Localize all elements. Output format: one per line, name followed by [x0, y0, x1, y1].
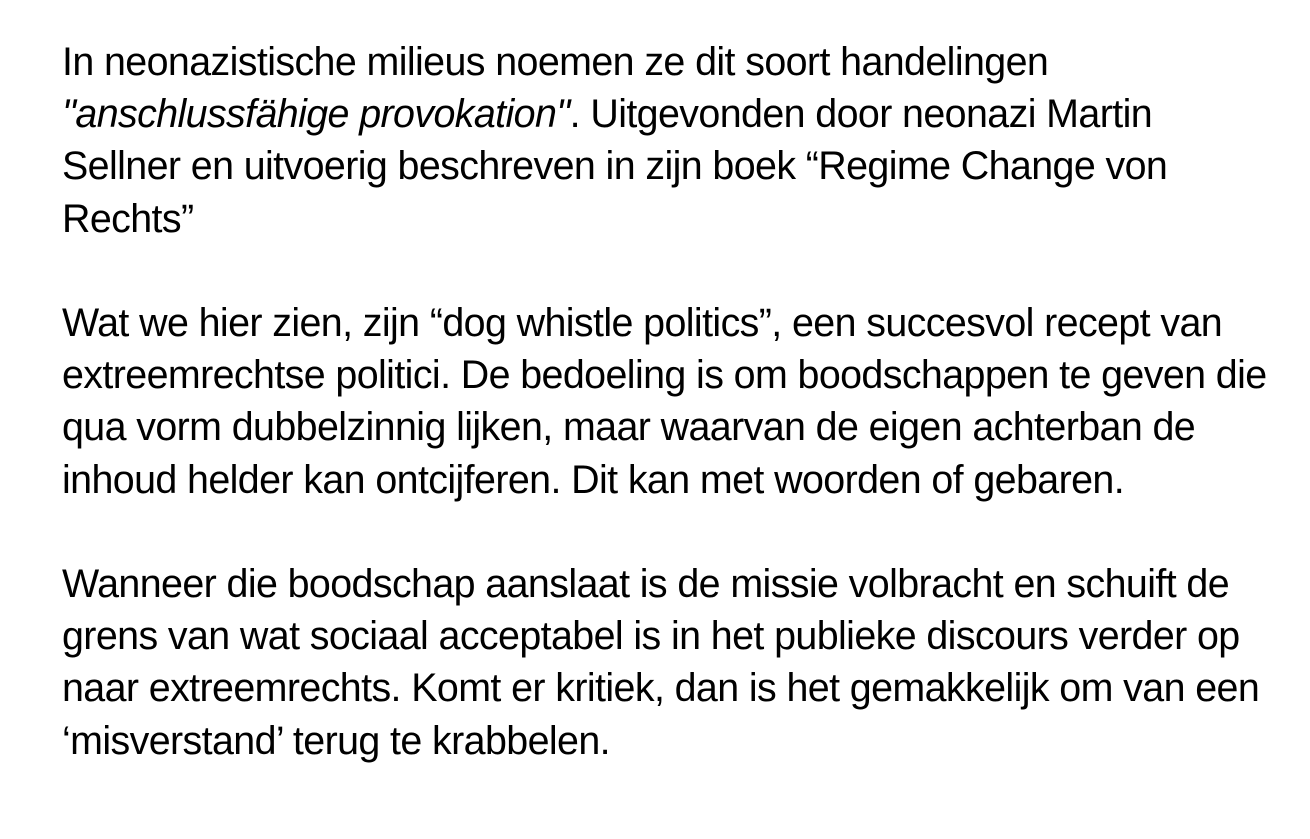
paragraph-1-rest: . Uitgevonden door neonazi Martin Sellner en uitvoerig beschreven in zijn boek “Regime Change von Rechts” [62, 92, 1168, 241]
text-document [62, 36, 1277, 767]
paragraph-dog-whistle-politics: Wat we hier zien, zijn “dog whistle politics”, een succesvol recept van extreemrechtse politici. De bedoeling is om boodschappen te geven die qua vorm dubbelzinnig lijken, maar waarvan de eigen achterban de inhoud helder kan ontcijferen. Dit kan met woorden of gebaren. [62, 301, 1267, 502]
paragraph-boodschap-aanslaat: Wanneer die boodschap aanslaat is de missie volbracht en schuift de grens van wat sociaal acceptabel is in het publieke discours verder op naar extreemrechts. Komt er kritiek, dan is het gemakkelijk om van een ‘misverstand’ terug te krabbelen. [62, 562, 1260, 763]
paragraph-neonazi-milieus [62, 36, 1277, 245]
term-anschlussfaehige-provokation: "anschlussfähige provokation" [62, 92, 570, 137]
paragraph-1-intro: In neonazistische milieus noemen ze dit soort handelingen [62, 40, 1049, 84]
